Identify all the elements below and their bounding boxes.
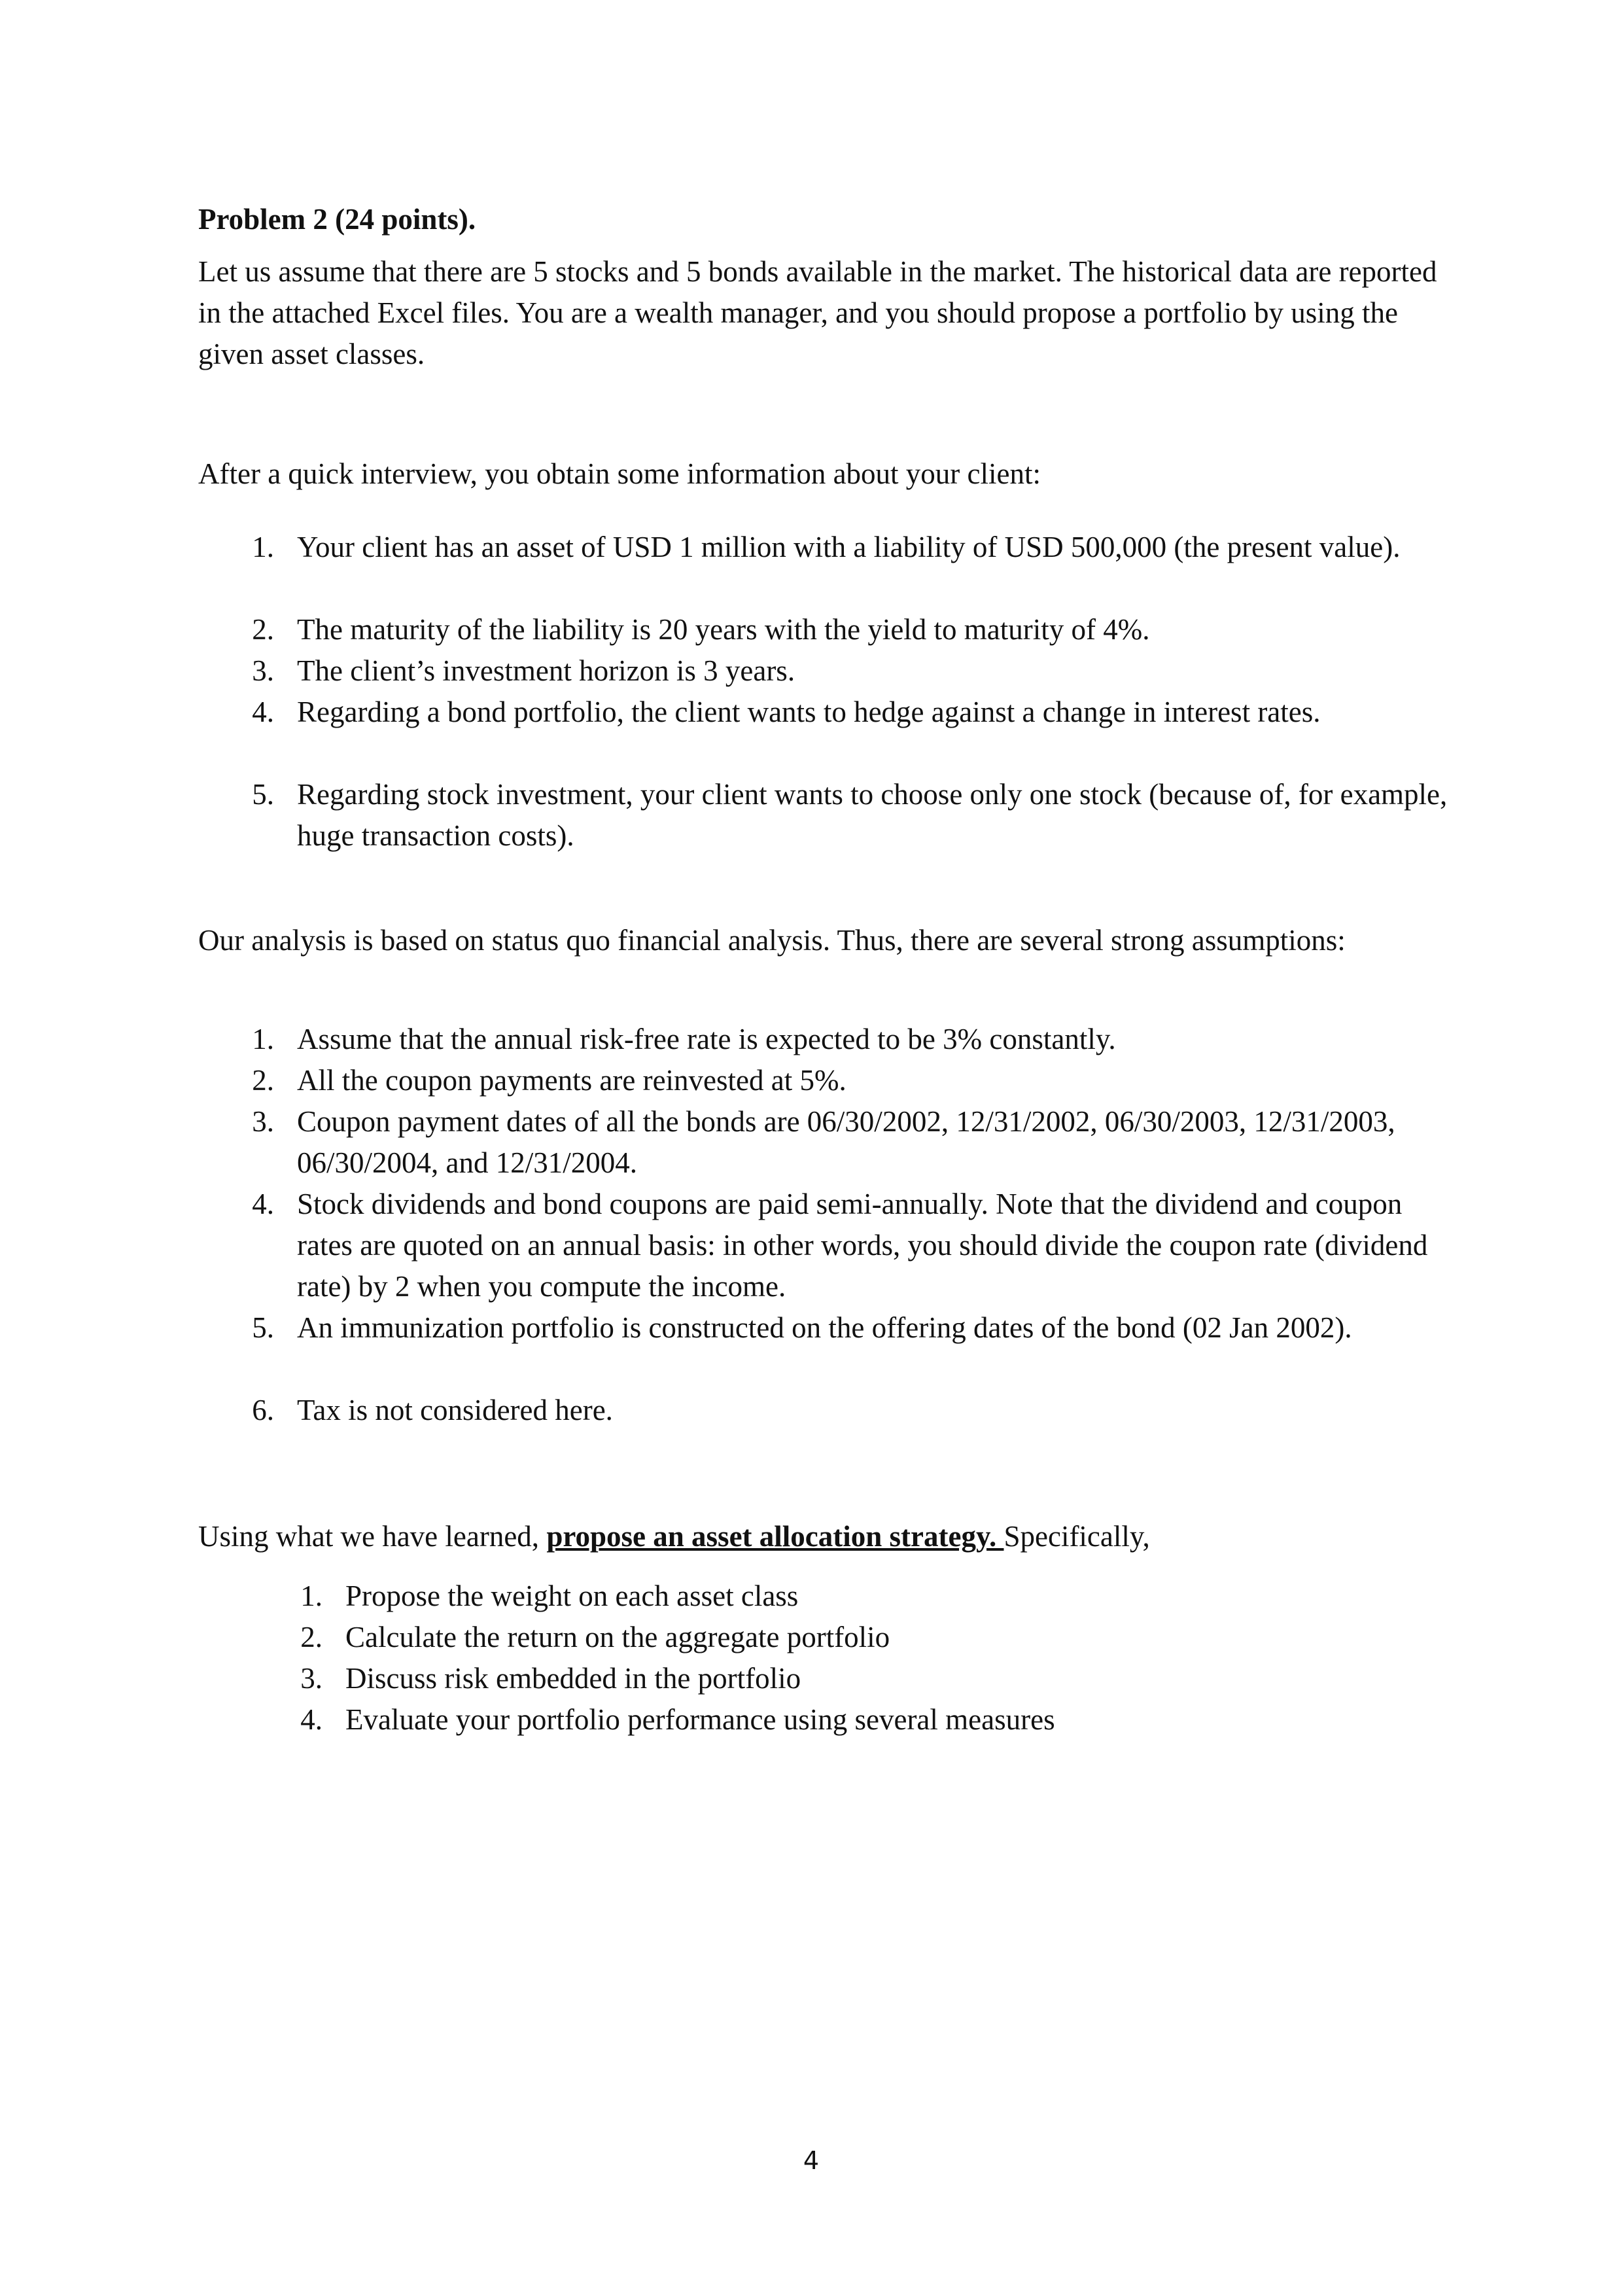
- client-intro-paragraph: After a quick interview, you obtain some information about your client:: [198, 457, 1041, 490]
- list-item: [252, 609, 1448, 650]
- list-item: [252, 774, 1448, 857]
- list-item-text: The client’s investment horizon is 3 years.: [297, 654, 795, 687]
- list-item-number: 1.: [252, 1023, 274, 1055]
- list-item-text: An immunization portfolio is constructed on the offering dates of the bond (02 Jan 2002).: [297, 1311, 1352, 1344]
- list-item-text: Tax is not considered here.: [297, 1394, 613, 1426]
- tasks-list: [300, 1576, 1327, 1740]
- problem-title: Problem 2 (24 points).: [198, 203, 476, 236]
- list-item: [252, 1060, 1448, 1101]
- list-item-text: Calculate the return on the aggregate portfolio: [345, 1621, 890, 1653]
- list-item-number: 1.: [300, 1580, 323, 1612]
- list-item-number: 4.: [252, 696, 274, 728]
- list-item-number: 1.: [252, 531, 274, 563]
- task-suffix: Specifically,: [1003, 1520, 1150, 1553]
- list-item-text: Your client has an asset of USD 1 million with a liability of USD 500,000 (the present value).: [297, 531, 1401, 563]
- list-item: [300, 1699, 1327, 1740]
- list-item: [300, 1658, 1327, 1699]
- task-emphasis: propose an asset allocation strategy.: [546, 1520, 1004, 1553]
- page-number: 4: [803, 2146, 820, 2175]
- list-item-text: Regarding a bond portfolio, the client wants to hedge against a change in interest rates.: [297, 696, 1321, 728]
- list-item-number: 4.: [300, 1703, 323, 1736]
- client-info-list: [252, 527, 1448, 857]
- list-item-text: All the coupon payments are reinvested at 5%.: [297, 1064, 846, 1097]
- list-item: [252, 1019, 1448, 1060]
- intro-paragraph: Let us assume that there are 5 stocks and 5 bonds available in the market. The historical data are reported in the attached Excel files. You are a wealth manager, and you should propose a portfolio by using the given asset classes.: [198, 255, 1437, 370]
- list-item: [252, 692, 1448, 774]
- list-item-number: 3.: [252, 1105, 274, 1138]
- assumptions-intro-paragraph: Our analysis is based on status quo financial analysis. Thus, there are several strong assumptions:: [198, 924, 1346, 957]
- list-item-number: 6.: [252, 1394, 274, 1426]
- list-item-number: 4.: [252, 1188, 274, 1220]
- list-item: [252, 1184, 1448, 1307]
- list-item-text: Propose the weight on each asset class: [345, 1580, 799, 1612]
- list-item: [252, 650, 1448, 692]
- list-item-number: 3.: [300, 1662, 323, 1695]
- list-item-text: Stock dividends and bond coupons are paid semi-annually. Note that the dividend and coupon rates are quoted on an annual basis: in other words, you should divide the coupon rate (dividend rate) by 2 when you compute the income.: [297, 1188, 1428, 1303]
- task-paragraph: [198, 1516, 1454, 1557]
- list-item-text: Coupon payment dates of all the bonds are 06/30/2002, 12/31/2002, 06/30/2003, 12/31/2003, 06/30/2004, and 12/31/2004.: [297, 1105, 1395, 1179]
- list-item-text: The maturity of the liability is 20 years with the yield to maturity of 4%.: [297, 613, 1150, 646]
- list-item: [252, 527, 1448, 609]
- list-item-text: Discuss risk embedded in the portfolio: [345, 1662, 801, 1695]
- list-item: [300, 1617, 1327, 1658]
- task-prefix: Using what we have learned,: [198, 1520, 547, 1553]
- list-item-text: Assume that the annual risk-free rate is expected to be 3% constantly.: [297, 1023, 1116, 1055]
- list-item: [252, 1390, 1448, 1431]
- assumptions-list: [252, 1019, 1448, 1431]
- list-item-number: 2.: [252, 613, 274, 646]
- list-item-number: 2.: [252, 1064, 274, 1097]
- list-item: [300, 1576, 1327, 1617]
- list-item: [252, 1101, 1448, 1184]
- list-item-text: Evaluate your portfolio performance using several measures: [345, 1703, 1055, 1736]
- list-item-number: 2.: [300, 1621, 323, 1653]
- list-item-number: 3.: [252, 654, 274, 687]
- list-item: [252, 1307, 1448, 1390]
- list-item-number: 5.: [252, 1311, 274, 1344]
- list-item-number: 5.: [252, 778, 274, 811]
- list-item-text: Regarding stock investment, your client wants to choose only one stock (because of, for example, huge transaction costs).: [297, 778, 1448, 852]
